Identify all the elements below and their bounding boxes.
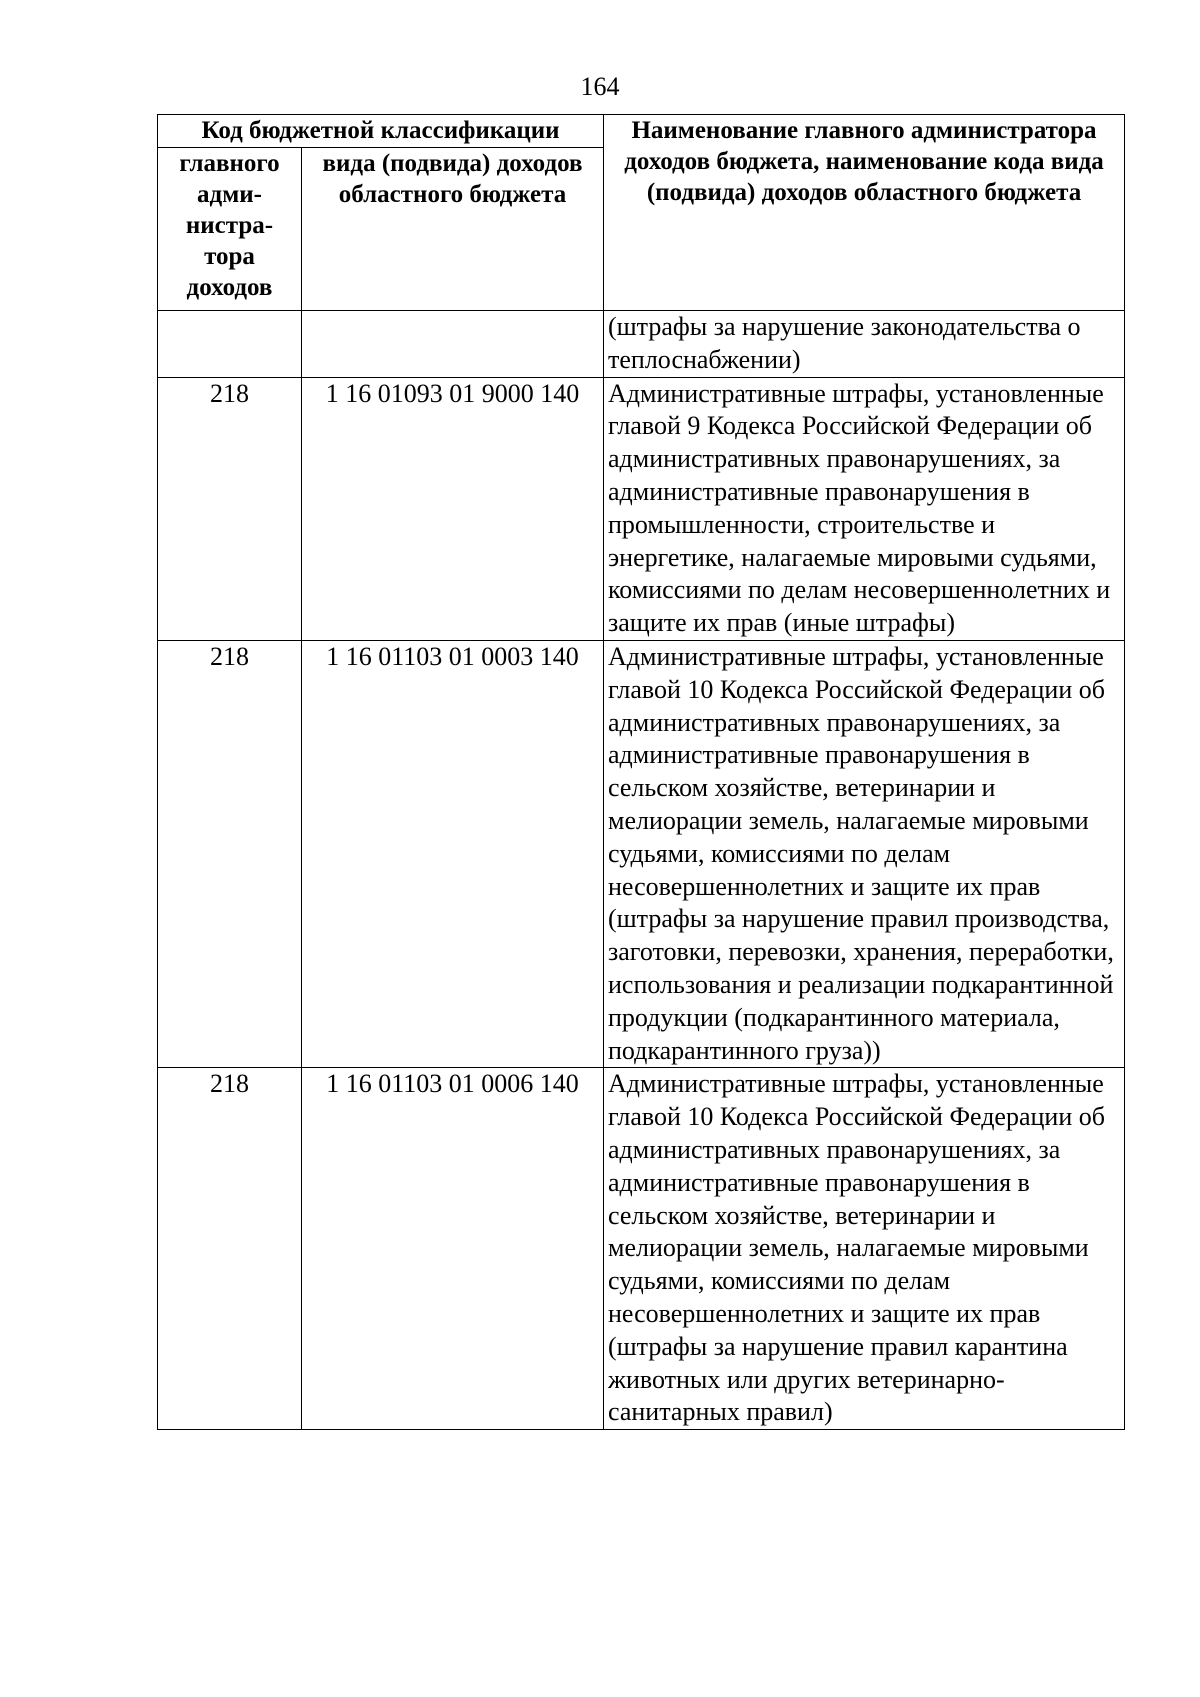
table-row — [158, 377, 1125, 640]
revenue-code-cell: 1 16 01103 01 0003 140 — [302, 640, 604, 1067]
revenue-name-cell: Административные штрафы, установленные главой 10 Кодекса Российской Федерации об административных правонарушениях, за административные правонарушения в сельском хозяйстве, ветеринарии и мелиорации земель, налагаемые мировыми судьями, комиссиями по делам несовершеннолетних и защите их прав (штрафы за нарушение правил карантина животных или других ветеринарно-санитарных правил) — [604, 1068, 1125, 1430]
revenue-name-cell: Административные штрафы, установленные главой 10 Кодекса Российской Федерации об административных правонарушениях, за административные правонарушения в сельском хозяйстве, ветеринарии и мелиорации земель, налагаемые мировыми судьями, комиссиями по делам несовершеннолетних и защите их прав (штрафы за нарушение правил производства, заготовки, перевозки, хранения, переработки, использования и реализации подкарантинной продукции (подкарантинного материала, подкарантинного груза)) — [604, 640, 1125, 1067]
admin-code-cell — [158, 311, 302, 378]
header-admin-column: главного адми-нистра-тора доходов — [158, 148, 302, 311]
page-number: 164 — [580, 72, 620, 101]
revenue-code-cell: 1 16 01103 01 0006 140 — [302, 1068, 604, 1430]
admin-code-cell: 218 — [158, 1068, 302, 1430]
revenue-code-cell: 1 16 01093 01 9000 140 — [302, 377, 604, 640]
table-header — [158, 115, 1125, 311]
table-row — [158, 1068, 1125, 1430]
budget-classification-table — [157, 114, 1125, 1430]
header-group-budget-code: Код бюджетной классификации — [158, 115, 604, 148]
admin-code-cell: 218 — [158, 377, 302, 640]
table-body — [158, 311, 1125, 1430]
header-code-column: вида (подвида) доходов областного бюджета — [302, 148, 604, 311]
admin-code-cell: 218 — [158, 640, 302, 1067]
table-row — [158, 640, 1125, 1067]
header-name-column: Наименование главного администратора доходов бюджета, наименование кода вида (подвида) доходов областного бюджета — [604, 115, 1125, 311]
revenue-name-cell: Административные штрафы, установленные главой 9 Кодекса Российской Федерации об административных правонарушениях, за административные правонарушения в промышленности, строительстве и энергетике, налагаемые мировыми судьями, комиссиями по делам несовершеннолетних и защите их прав (иные штрафы) — [604, 377, 1125, 640]
revenue-name-cell: (штрафы за нарушение законодательства о теплоснабжении) — [604, 311, 1125, 378]
table-row — [158, 311, 1125, 378]
revenue-code-cell — [302, 311, 604, 378]
